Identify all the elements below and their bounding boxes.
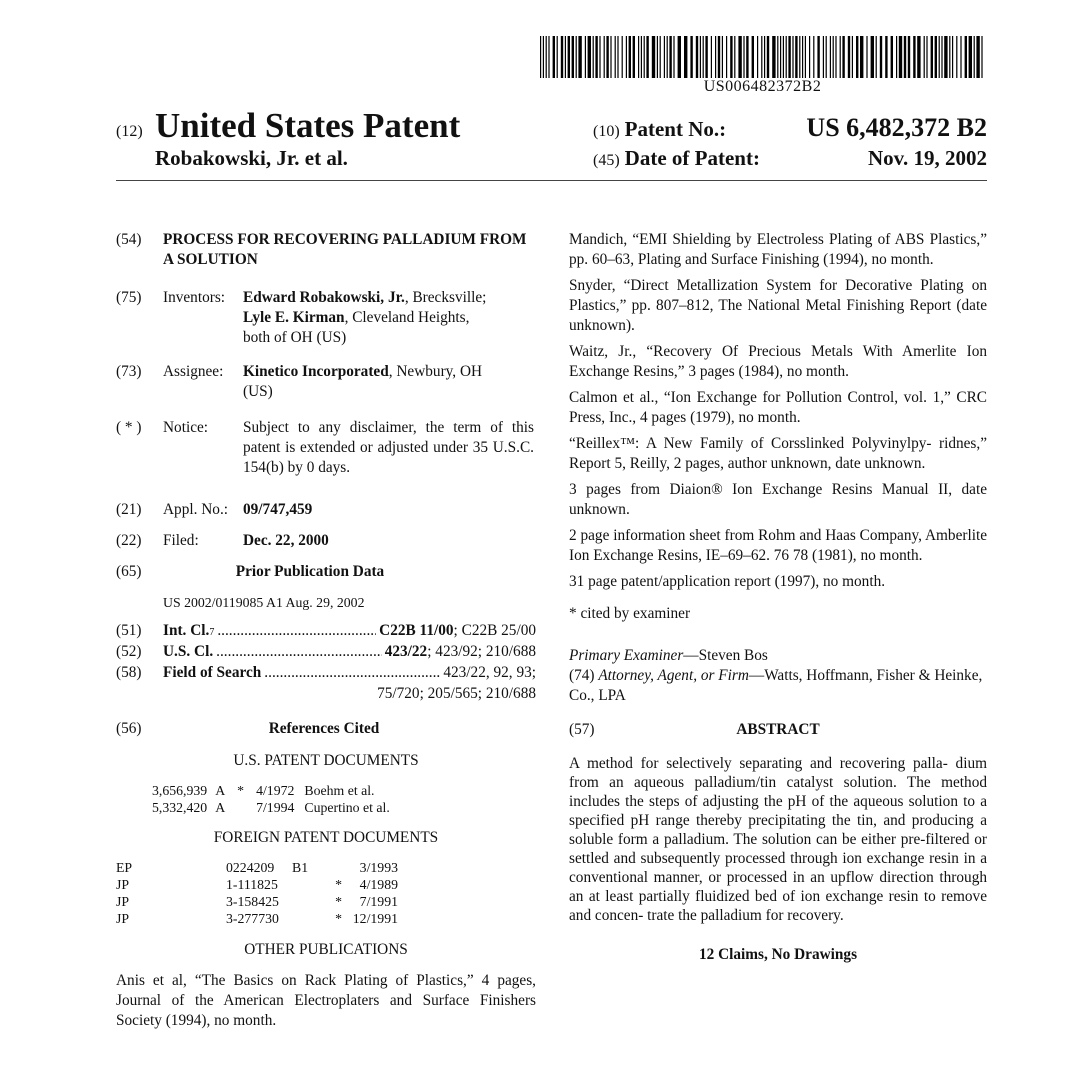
kind-code: B1 <box>292 860 309 875</box>
field-code: (54) <box>116 231 142 248</box>
barcode-bar <box>540 36 541 78</box>
patent-number-code: (10) <box>593 123 620 140</box>
barcode-bar <box>786 36 787 78</box>
field-code: (65) <box>116 563 142 580</box>
cited-marker: * <box>237 783 245 798</box>
barcode-bar <box>730 36 732 78</box>
barcode-bar <box>802 36 803 78</box>
inventor-place: , Cleveland Heights, <box>344 309 470 326</box>
barcode-bar <box>817 36 819 78</box>
barcode-bar <box>664 36 665 78</box>
int-cl-secondary: ; C22B 25/00 <box>453 622 536 639</box>
barcode-bar <box>561 36 563 78</box>
field-code: (56) <box>116 720 142 737</box>
barcode-bar <box>935 36 937 78</box>
barcode-bar <box>772 36 775 78</box>
foreign-patent-documents-heading: FOREIGN PATENT DOCUMENTS <box>213 829 439 846</box>
barcode-bar <box>599 36 600 78</box>
barcode-bar <box>777 36 778 78</box>
other-publications-heading: OTHER PUBLICATIONS <box>244 941 408 958</box>
claims-summary: 12 Claims, No Drawings <box>698 946 858 963</box>
field-code: (21) <box>116 501 142 518</box>
barcode-bar <box>876 36 877 78</box>
barcode-bar <box>678 36 681 78</box>
leader-dots <box>264 663 440 683</box>
primary-examiner-label: Primary Examiner <box>569 647 684 664</box>
barcode-bar <box>866 36 867 78</box>
barcode-bar <box>578 36 581 78</box>
barcode-bar <box>588 36 591 78</box>
patent-number: 3-277730 <box>226 911 279 926</box>
barcode-bar <box>543 36 544 78</box>
other-publication: Calmon et al., “Ion Exchange for Pollution Control, vol. 1,” CRC Press, Inc., 4 pages (1979), no month. <box>569 389 987 426</box>
other-publication: Waitz, Jr., “Recovery Of Precious Metals With Amerlite Ion Exchange Resins,” 3 pages (1984), no month. <box>569 343 987 380</box>
inventor-name: Lyle E. Kirman <box>243 309 345 326</box>
assignee-field <box>116 362 536 402</box>
other-publication: 2 page information sheet from Rohm and Haas Company, Amberlite Ion Exchange Resins, IE–69–62. 76 78 (1981), no month. <box>569 527 987 564</box>
barcode-bar <box>764 36 765 78</box>
barcode-bar <box>715 36 716 78</box>
foreign-patent-document-row <box>116 893 398 910</box>
barcode-bar <box>660 36 661 78</box>
country-code: JP <box>116 894 130 909</box>
references-cited-heading: References Cited <box>268 720 380 737</box>
foreign-patent-document-row <box>116 876 398 893</box>
barcode-bar <box>557 36 558 78</box>
application-number-value: 09/747,459 <box>243 501 313 518</box>
barcode-bar <box>969 36 972 78</box>
barcode-bar <box>952 36 953 78</box>
field-of-search <box>116 663 536 683</box>
prior-publication-heading: Prior Publication Data <box>235 563 385 580</box>
barcode-bar <box>615 36 616 78</box>
foreign-patent-document-row <box>116 859 398 876</box>
field-of-search-line2: 75/720; 205/565; 210/688 <box>377 685 536 702</box>
barcode-bar <box>738 36 741 78</box>
date-of-patent-code: (45) <box>593 152 620 169</box>
field-of-search-line1: 423/22, 92, 93; <box>443 664 536 681</box>
barcode-bar <box>767 36 769 78</box>
barcode-bar <box>795 36 797 78</box>
barcode-bar <box>711 36 712 78</box>
patent-number: 1-111825 <box>226 877 278 892</box>
patent-number: 5,332,420 <box>152 800 208 815</box>
date-of-patent-value: Nov. 19, 2002 <box>867 146 987 170</box>
country-code: EP <box>116 860 133 875</box>
cited-marker: * <box>335 877 342 892</box>
cited-marker <box>322 859 342 876</box>
barcode-bar <box>974 36 975 78</box>
barcode-bar <box>673 36 674 78</box>
barcode-bar <box>703 36 704 78</box>
prior-publication-field <box>116 562 536 582</box>
kind-code: A <box>215 800 226 815</box>
us-cl-secondary: ; 423/92; 210/688 <box>427 643 536 660</box>
field-code: (51) <box>116 622 142 639</box>
inventors-list <box>243 288 536 348</box>
inventor-short: Robakowski, Jr. et al. <box>155 146 348 170</box>
barcode-bar <box>965 36 967 78</box>
patent-number: 3,656,939 <box>152 783 208 798</box>
us-cl-field <box>116 642 536 662</box>
barcode-bar <box>669 36 671 78</box>
barcode-bar <box>871 36 874 78</box>
other-publication: 3 pages from Diaion® Ion Exchange Resins Manual II, date unknown. <box>569 481 987 518</box>
int-cl-field <box>116 621 536 643</box>
barcode-bar <box>899 36 902 78</box>
barcode-bar <box>917 36 920 78</box>
barcode-bar <box>833 36 834 78</box>
inventor-place: , Brecksville; <box>404 289 487 306</box>
barcode-bar <box>830 36 831 78</box>
barcode-bar <box>633 36 635 78</box>
barcode-bar <box>572 36 574 78</box>
patentee: Cupertino et al. <box>304 800 390 815</box>
barcode-bar <box>976 36 979 78</box>
us-cl-primary: 423/22 <box>384 643 428 660</box>
barcode-bar <box>684 36 687 78</box>
barcode-bar <box>565 36 566 78</box>
other-publication: 31 page patent/application report (1997), no month. <box>569 573 886 590</box>
barcode-bar <box>546 36 547 78</box>
cited-marker: * <box>335 894 342 909</box>
patentee: Boehm et al. <box>304 783 375 798</box>
invention-title: PROCESS FOR RECOVERING PALLADIUM FROM A SOLUTION <box>163 231 527 268</box>
barcode-bar <box>856 36 858 78</box>
field-code: ( * ) <box>116 419 142 436</box>
barcode-bar <box>743 36 744 78</box>
barcode-bar <box>657 36 658 78</box>
barcode-bar <box>646 36 648 78</box>
primary-examiner <box>569 646 987 666</box>
barcode-bar <box>610 36 611 78</box>
barcode-bar <box>941 36 942 78</box>
patent-number: 3-158425 <box>226 894 279 909</box>
kind-code <box>288 893 322 910</box>
barcode-bar <box>813 36 814 78</box>
barcode-bar <box>629 36 631 78</box>
barcode-bar <box>606 36 608 78</box>
barcode-bar <box>944 36 947 78</box>
us-patent-document-row <box>152 799 390 816</box>
us-patent-document-row <box>152 782 390 799</box>
barcode-bar <box>667 36 668 78</box>
field-code: (74) <box>569 667 595 684</box>
notice-text: Subject to any disclaimer, the term of this patent is extended or adjusted under 35 U.S.C. 154(b) by 0 days. <box>243 419 534 476</box>
barcode-bar <box>726 36 727 78</box>
publication-date: 4/1989 <box>359 877 398 892</box>
barcode-bar <box>690 36 692 78</box>
barcode-bar <box>652 36 655 78</box>
title-field <box>116 230 536 270</box>
barcode-bar <box>568 36 570 78</box>
barcode <box>540 36 985 78</box>
us-cl-label: U.S. Cl. <box>163 643 214 660</box>
barcode-bar <box>696 36 698 78</box>
barcode-bar <box>700 36 701 78</box>
barcode-bar <box>896 36 897 78</box>
kind-code: A <box>215 783 226 798</box>
barcode-bar <box>638 36 639 78</box>
barcode-bar <box>585 36 586 78</box>
barcode-bar <box>904 36 906 78</box>
barcode-bar <box>835 36 836 78</box>
int-cl-primary: C22B 11/00 <box>379 622 454 639</box>
barcode-bar <box>931 36 933 78</box>
field-code: (52) <box>116 643 142 660</box>
leader-dots <box>217 621 376 641</box>
barcode-bar <box>757 36 758 78</box>
prior-publication-value: US 2002/0119085 A1 Aug. 29, 2002 <box>163 595 365 610</box>
barcode-bar <box>891 36 893 78</box>
barcode-bar <box>576 36 577 78</box>
barcode-bar <box>783 36 784 78</box>
barcode-bar <box>842 36 844 78</box>
date-of-patent-row <box>593 146 987 174</box>
barcode-bar <box>746 36 748 78</box>
document-kind-code: (12) <box>116 123 143 140</box>
inventors-field <box>116 288 536 348</box>
date-of-patent-label: Date of Patent: <box>624 146 760 170</box>
barcode-bar <box>553 36 555 78</box>
barcode-bar <box>752 36 754 78</box>
barcode-bar <box>860 36 863 78</box>
attorney-name: —Watts, Hoffmann, Fisher & Heinke, Co., LPA <box>569 667 983 704</box>
inventor-name: Edward Robakowski, Jr. <box>243 289 405 306</box>
assignee-label: Assignee: <box>163 363 224 380</box>
barcode-bar <box>880 36 882 78</box>
barcode-bar <box>960 36 961 78</box>
barcode-bar <box>956 36 957 78</box>
barcode-bar <box>926 36 927 78</box>
int-cl-edition: 7 <box>209 627 215 638</box>
field-code: (58) <box>116 664 142 681</box>
foreign-patent-documents-table <box>116 859 398 927</box>
other-publication: “Reillex™: A New Family of Corsslinked Polyvinylpy- ridnes,” Report 5, Reilly, 2 pages, author unknown, date unknown. <box>569 435 987 472</box>
barcode-bar <box>604 36 605 78</box>
barcode-bar <box>718 36 720 78</box>
abstract-heading-row <box>569 720 987 742</box>
kind-code <box>288 910 322 927</box>
barcode-number: US006482372B2 <box>703 78 822 95</box>
assignee-name: Kinetico Incorporated <box>243 363 389 380</box>
barcode-bar <box>595 36 597 78</box>
barcode-bar <box>799 36 800 78</box>
barcode-bar <box>548 36 549 78</box>
right-column <box>569 230 987 965</box>
patent-number-row <box>593 113 987 147</box>
field-code: (22) <box>116 532 142 549</box>
publication-date: 7/1991 <box>359 894 398 909</box>
header-divider <box>116 180 987 181</box>
barcode-bar <box>622 36 623 78</box>
references-cited-field <box>116 719 536 739</box>
barcode-bar <box>641 36 642 78</box>
assignee-country: (US) <box>243 383 273 400</box>
barcode-bar <box>788 36 790 78</box>
barcode-bar <box>593 36 594 78</box>
us-patent-documents-table <box>152 782 390 816</box>
field-of-search-label: Field of Search <box>163 664 262 681</box>
issue-date: 4/1972 <box>256 783 295 798</box>
barcode-bar <box>805 36 806 78</box>
notice-label: Notice: <box>163 419 209 436</box>
application-number-label: Appl. No.: <box>163 501 229 518</box>
foreign-patent-document-row <box>116 910 398 927</box>
barcode-bar <box>848 36 850 78</box>
field-code: (75) <box>116 289 142 306</box>
inventors-state: both of OH (US) <box>243 329 347 346</box>
barcode-bar <box>939 36 940 78</box>
barcode-bar <box>823 36 824 78</box>
field-code: (73) <box>116 363 142 380</box>
assignee-value <box>243 362 536 402</box>
assignee-place: , Newbury, OH <box>388 363 483 380</box>
barcode-bar <box>734 36 735 78</box>
barcode-bar <box>761 36 762 78</box>
barcode-bar <box>949 36 950 78</box>
other-publication: Mandich, “EMI Shielding by Electroless Plating of ABS Plastics,” pp. 60–63, Plating and Surface Finishing (1994), no month. <box>569 231 987 268</box>
int-cl-label: Int. Cl. <box>163 622 210 639</box>
attorney <box>569 666 987 706</box>
barcode-bar <box>809 36 810 78</box>
other-publications-list <box>569 230 987 592</box>
barcode-bar <box>617 36 618 78</box>
leader-dots <box>216 642 382 662</box>
patent-number-value: US 6,482,372 B2 <box>806 113 987 142</box>
barcode-bar <box>885 36 887 78</box>
publication-date: 3/1993 <box>359 860 398 875</box>
publication-date: 12/1991 <box>352 911 398 926</box>
document-title: United States Patent <box>155 106 461 145</box>
abstract-text: A method for selectively separating and recovering palla- dium from an aqueous palladium/tin catalyst solution. The method includes the steps of adjusting the pH of the aqueous solution to a specified pH range thereby precipitating the tin, and producing a soluble form a palladium. The solution can be either pre-filtered or settled and subsequently processed through ion exchange resin in a conventional manner, or processed in an upflow direction through an at least partially fluidized bed of ion exchange resin to remove and concen- trate the palladium for recovery. <box>569 755 987 924</box>
barcode-bar <box>780 36 781 78</box>
notice-field <box>116 418 536 478</box>
barcode-bar <box>840 36 841 78</box>
other-publication: Anis et al, “The Basics on Rack Plating of Plastics,” 4 pages, Journal of the American Electroplaters and Surface Finishers Society (1994), no month. <box>116 972 536 1029</box>
other-publication: Snyder, “Direct Metallization System for Decorative Plating on Plastics,” pp. 807–812, The National Metal Finishing Report (date unknown). <box>569 277 987 334</box>
barcode-bar <box>981 36 982 78</box>
cited-marker: * <box>335 911 342 926</box>
inventors-label: Inventors: <box>163 289 226 306</box>
barcode-bar <box>644 36 645 78</box>
barcode-bar <box>852 36 853 78</box>
filed-label: Filed: <box>163 532 199 549</box>
barcode-bar <box>924 36 925 78</box>
cited-marker <box>225 799 244 816</box>
country-code: JP <box>116 877 130 892</box>
country-code: JP <box>116 911 130 926</box>
issue-date: 7/1994 <box>256 800 295 815</box>
attorney-label: Attorney, Agent, or Firm <box>598 667 749 684</box>
barcode-bar <box>722 36 723 78</box>
primary-examiner-name: —Steven Bos <box>683 647 768 664</box>
cited-by-examiner-note: * cited by examiner <box>569 605 691 622</box>
kind-code <box>288 876 322 893</box>
patent-number-label: Patent No.: <box>624 117 727 141</box>
barcode-bar <box>908 36 910 78</box>
filed-value: Dec. 22, 2000 <box>243 532 329 549</box>
field-code: (57) <box>569 721 595 738</box>
barcode-bar <box>826 36 827 78</box>
us-patent-documents-heading: U.S. PATENT DOCUMENTS <box>233 752 419 769</box>
barcode-bar <box>792 36 793 78</box>
barcode-bar <box>913 36 915 78</box>
patent-number: 0224209 <box>226 860 275 875</box>
abstract-heading: ABSTRACT <box>736 721 820 738</box>
barcode-bar <box>705 36 707 78</box>
barcode-bar <box>626 36 627 78</box>
